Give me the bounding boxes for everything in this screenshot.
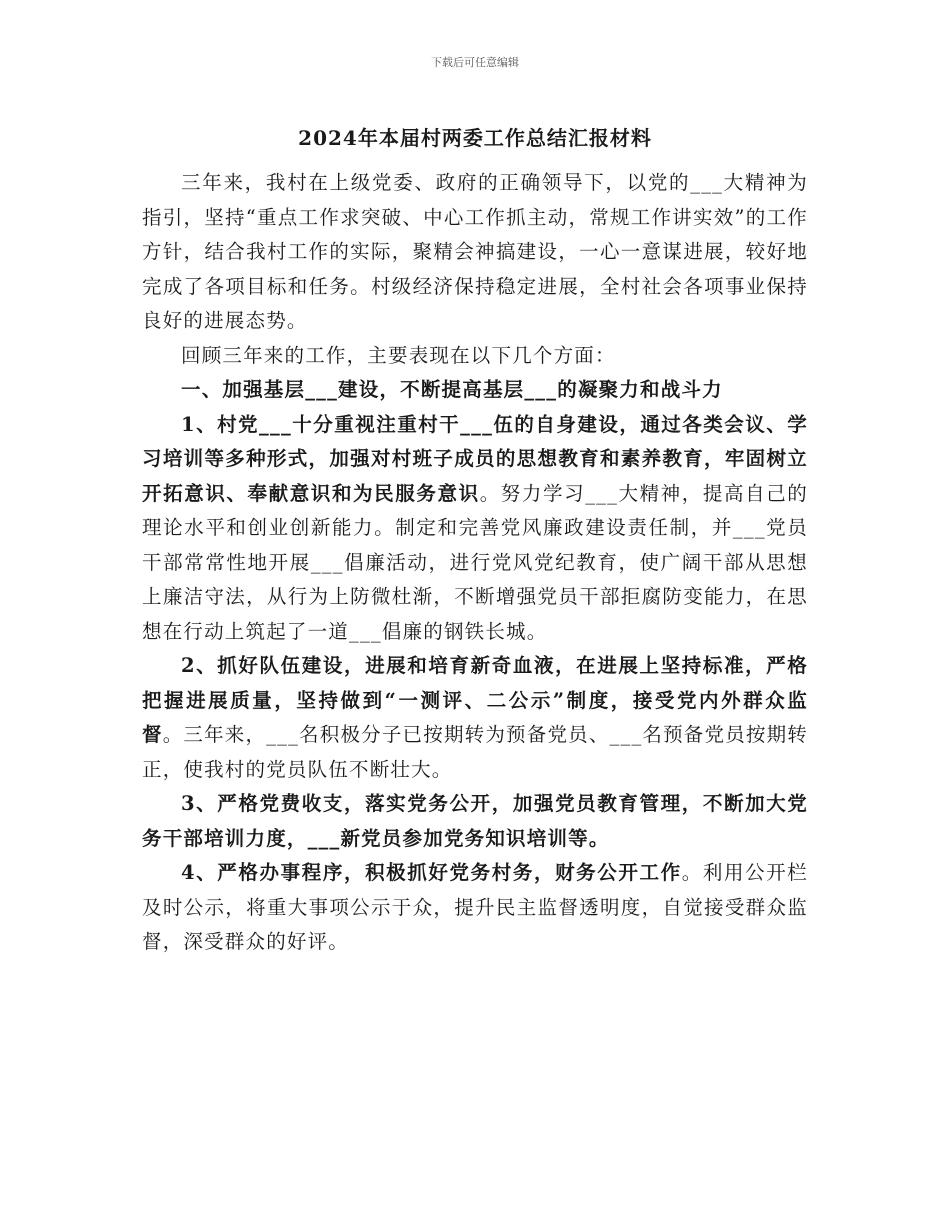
section-heading-text: 一、加强基层___建设，不断提高基层___的凝聚力和战斗力 — [181, 378, 723, 401]
paragraph-text: 。利用公开栏及时公示，将重大事项公示于众，提升民主监督透明度，自觉接受群众监督，深受群众的好评。 — [142, 861, 809, 953]
header-note: 下载后可任意编辑 — [431, 56, 519, 69]
paragraph-text: 。努力学习___大精神，提高自己的理论水平和创业创新能力。制定和完善党风廉政建设责任制，并___党员干部常常性地开展___倡廉活动，进行党风党纪教育，使广阔干部从思想上廉洁守法，从行为上防微杜渐，不断增强党员干部拒腐防变能力，在思想在行动上筑起了一道___倡廉的钢铁长城。 — [142, 481, 809, 643]
section-heading-1 — [142, 373, 808, 408]
paragraph-item-1 — [142, 408, 808, 650]
paragraph-text: 回顾三年来的工作，主要表现在以下几个方面： — [181, 343, 616, 367]
paragraph-bold-text: 4、严格办事程序，积极抓好党务村务，财务公开工作 — [181, 861, 682, 884]
paragraph-intro — [142, 166, 808, 339]
document-title: 2024年本届村两委工作总结汇报材料 — [298, 126, 652, 150]
paragraph-bold-text: 1、村党___十分重视注重村干___伍的自身建设，通过各类会议、学习培训等多种形式，加强对村班子成员的思想教育和素养教育，牢固树立开拓意识、奉献意识和为民服务意识 — [142, 412, 808, 505]
paragraph-bold-text: 2、抓好队伍建设，进展和培育新奇血液，在进展上坚持标准，严格把握进展质量，坚持做到“一测评、二公示”制度，接受党内外群众监督 — [142, 654, 808, 746]
paragraph-item-2 — [142, 649, 808, 787]
paragraph-text: 。三年来，___名积极分子已按期转为预备党员、___名预备党员按期转正，使我村的党员队伍不断壮大。 — [142, 723, 809, 781]
paragraph-bold-text: 3、严格党费收支，落实党务公开，加强党员教育管理，不断加大党务干部培训力度，___新党员参加党务知识培训等。 — [142, 792, 808, 850]
paragraph-item-3 — [142, 787, 808, 856]
paragraph-text: 三年来，我村在上级党委、政府的正确领导下，以党的___大精神为指引，坚持“重点工作求突破、中心工作抓主动，常规工作讲实效”的工作方针，结合我村工作的实际，聚精会神搞建设，一心一意谋进展，较好地完成了各项目标和任务。村级经济保持稳定进展，全村社会各项事业保持良好的进展态势。 — [142, 171, 808, 332]
document-body — [142, 166, 808, 960]
paragraph-item-4 — [142, 856, 808, 960]
paragraph-review — [142, 339, 808, 374]
